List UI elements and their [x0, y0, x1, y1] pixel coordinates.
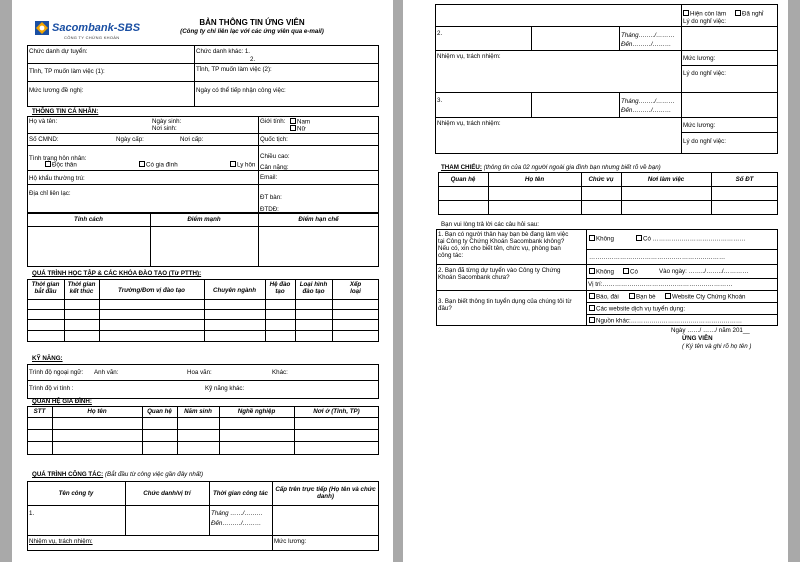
ref-header-position: Chức vụ [588, 176, 614, 183]
family-header-residence: Nơi ở (Tỉnh, TP) [313, 408, 360, 415]
checkbox-icon [290, 118, 296, 124]
personal-info-heading: THÔNG TIN CÁ NHÂN: [32, 108, 99, 115]
work-row-2-month[interactable]: Tháng……../……… [621, 32, 675, 39]
source-job-sites-option[interactable]: Các website dịch vụ tuyển dụng: [589, 305, 685, 313]
start-date-field[interactable]: Ngày có thể tiếp nhận công việc: [196, 87, 286, 94]
checkbox-icon [665, 293, 671, 299]
checkbox-icon [589, 268, 595, 274]
work-row-2-duties[interactable]: Nhiệm vụ, trách nhiệm: [437, 53, 501, 60]
work-row-3-reason[interactable]: Lý do nghỉ việc: [683, 138, 726, 145]
family-header-no: STT [33, 408, 46, 415]
education-heading: QUÁ TRÌNH HỌC TẬP & CÁC KHÓA ĐÀO TẠO (Từ PTTH): [32, 270, 202, 277]
id-number-field[interactable]: Số CMND: [29, 136, 59, 143]
checkbox-icon [290, 125, 296, 131]
edu-header-school: Trường/Đơn vị đào tạo [118, 287, 185, 294]
edu-header-major: Chuyên ngành [213, 287, 256, 294]
work-header-company: Tên công ty [58, 490, 94, 497]
still-working-option[interactable]: Hiện còn làm [683, 10, 726, 18]
nationality-field[interactable]: Quốc tịch: [260, 136, 288, 143]
skills-heading: KỸ NĂNG: [32, 355, 63, 362]
ref-header-phone: Số ĐT [735, 176, 754, 183]
form-title: BẢN THÔNG TIN ỨNG VIÊN [199, 18, 305, 27]
other-language-field[interactable]: Khác: [272, 369, 288, 376]
work-row-3-number: 3. [437, 97, 443, 104]
computer-skill-field[interactable]: Trình độ vi tính : [29, 385, 74, 392]
signature-date[interactable]: Ngày ……/ ……/ năm 201__ [671, 327, 750, 334]
source-website-option[interactable]: Website Cty Chứng Khoán [665, 293, 746, 301]
family-header-relation: Quan hệ [147, 408, 172, 415]
q1-no-option[interactable]: Không [589, 235, 614, 243]
checkbox-icon [629, 293, 635, 299]
work-row-1-number: 1. [29, 510, 35, 517]
language-label: Trình độ ngoại ngữ: [29, 369, 84, 376]
other-position-2: 2. [250, 56, 256, 63]
chinese-field[interactable]: Hoa văn: [187, 369, 212, 376]
references-heading: THAM CHIẾU: (thông tin của 02 người ngoài gia đình bạn nhưng biết rõ về bạn) [441, 164, 661, 171]
edu-header-grade: Xếp loại [349, 281, 362, 295]
pob-field[interactable]: Nơi sinh: [152, 125, 177, 132]
source-other-option[interactable]: Nguồn khác:……………………………………………… [589, 317, 742, 325]
home-phone-field[interactable]: ĐT bàn: [260, 194, 282, 201]
question-1-line-2: tại Công ty Chứng Khoán Sacombank không? [438, 238, 565, 245]
logo-tagline: CÔNG TY CHỨNG KHOÁN [64, 35, 120, 40]
english-field[interactable]: Anh văn: [94, 369, 119, 376]
marital-divorced-option[interactable]: Ly hôn [230, 161, 255, 169]
form-subtitle: (Công ty chỉ liên lạc với các ứng viên qua e-mail) [180, 28, 324, 35]
work-history-heading: QUÁ TRÌNH CÔNG TÁC: (Bắt đầu từ công việc gần đây nhất) [32, 471, 204, 478]
issue-date-field[interactable]: Ngày cấp: [116, 136, 144, 143]
q1-yes-option[interactable]: Có ……………………………………… [636, 235, 745, 243]
checkbox-icon [589, 317, 595, 323]
work-row-2-reason[interactable]: Lý do nghỉ việc: [683, 70, 726, 77]
question-1-line-4: công tác: [438, 252, 464, 259]
question-2-line-1: 2. Bạn đã từng dự tuyển vào Công ty Chứng [438, 267, 561, 274]
q2-yes-option[interactable]: Có [623, 268, 638, 276]
work-row-3-month[interactable]: Tháng……../……… [621, 98, 675, 105]
reason-for-leaving-field[interactable]: Lý do nghỉ việc: [683, 18, 726, 25]
work-row-3-duties[interactable]: Nhiệm vụ, trách nhiệm: [437, 120, 501, 127]
form-page-1 [12, 0, 393, 562]
work-row-3-to[interactable]: Đến………/……… [621, 107, 672, 114]
work-header-position: Chức danh/vị trí [143, 490, 191, 497]
email-field[interactable]: Email: [260, 174, 278, 181]
ref-header-name: Họ tên [524, 176, 545, 183]
question-3-line-1: 3. Bạn biết thông tin tuyển dụng của chúng tôi từ [438, 298, 572, 305]
other-position-field[interactable]: Chức danh khác: 1. [196, 48, 251, 55]
marital-status-label: Tình trạng hôn nhân: [29, 155, 87, 162]
province-1-field[interactable]: Tỉnh, TP muốn làm việc (1): [29, 68, 105, 75]
q1-details-line[interactable]: ………………………………………………………… [589, 254, 726, 261]
edu-header-system: Hệ đào tạo [269, 281, 291, 295]
contact-address-field[interactable]: Địa chỉ liên lạc: [29, 190, 71, 197]
position-field[interactable]: Chức danh dự tuyển: [29, 48, 88, 55]
work-row-2-to[interactable]: Đến………/……… [621, 41, 672, 48]
question-1-line-3: Nếu có, xin cho biết tên, chức vụ, phòng ban [438, 245, 561, 252]
quit-option[interactable]: Đã nghỉ [735, 10, 763, 18]
checkbox-icon [230, 161, 236, 167]
question-3-line-2: đâu? [438, 305, 452, 312]
province-2-field[interactable]: Tỉnh, TP muốn làm việc (2): [196, 66, 272, 73]
work-row-1-month[interactable]: Tháng ……/……… [211, 510, 263, 517]
q2-no-option[interactable]: Không [589, 268, 614, 276]
checkbox-icon [139, 161, 145, 167]
trait-header-weaknesses: Điểm hạn chế [298, 216, 339, 223]
question-2-line-2: Khoán Sacombank chưa? [438, 274, 510, 281]
work-row-1-duties[interactable]: Nhiệm vụ, trách nhiệm: [29, 538, 93, 545]
salary-field[interactable]: Mức lương đề nghị: [29, 87, 84, 94]
family-heading: QUAN HỆ GIA ĐÌNH: [32, 398, 92, 405]
work-row-3-salary[interactable]: Mức lương: [683, 122, 716, 129]
other-skills-field[interactable]: Kỹ năng khác: [205, 385, 245, 392]
family-header-occupation: Nghề nghiệp [237, 408, 276, 415]
checkbox-icon [623, 268, 629, 274]
family-header-name: Họ tên [87, 408, 107, 415]
questions-intro: Bạn vui lòng trả lời các câu hỏi sau: [441, 221, 539, 228]
gender-female-option[interactable]: Nữ [290, 125, 306, 133]
form-page-2 [403, 0, 788, 562]
work-header-period: Thời gian công tác [212, 490, 269, 497]
trait-header-personality: Tính cách [74, 216, 103, 223]
work-row-1-to[interactable]: Đến………/……… [211, 520, 262, 527]
source-media-option[interactable]: Báo, đài [589, 293, 619, 301]
marital-married-option[interactable]: Có gia đình [139, 161, 178, 169]
gender-male-option[interactable]: Nam [290, 118, 310, 126]
edu-header-type: Loại hình đào tạo [299, 281, 328, 295]
q2-position-field[interactable]: Vị trí:……………………………………………………… [588, 281, 733, 288]
checkbox-icon [589, 305, 595, 311]
source-friends-option[interactable]: Bạn bè [629, 293, 656, 301]
work-row-2-salary[interactable]: Mức lương: [683, 55, 716, 62]
signature-note: ( Ký tên và ghi rõ họ tên ) [682, 343, 752, 350]
checkbox-icon [589, 293, 595, 299]
checkbox-icon [636, 235, 642, 241]
marital-single-option[interactable]: Độc thân [45, 161, 77, 169]
q2-date-field[interactable]: Vào ngày: ……../……../………… [659, 268, 749, 275]
height-field[interactable]: Chiều cao: [260, 153, 290, 160]
edu-header-start: Thời gian bắt đầu [31, 281, 60, 295]
checkbox-icon [589, 235, 595, 241]
ref-header-workplace: Nơi làm việc [647, 176, 685, 183]
ref-header-relation: Quan hệ [450, 176, 476, 183]
work-header-supervisor: Cấp trên trực tiếp (Họ tên và chức danh) [275, 486, 376, 500]
gender-label: Giới tính: [260, 118, 286, 125]
work-row-1-salary[interactable]: Mức lương: [274, 538, 307, 545]
residence-field[interactable]: Hộ khẩu thường trú: [29, 175, 85, 182]
checkbox-icon [735, 10, 741, 16]
personal-info-table [27, 116, 379, 213]
question-1-line-1: 1. Bạn có người thân hay bạn bè đang làm việc [438, 231, 569, 238]
signature-title: ỨNG VIÊN [682, 335, 713, 342]
sacombank-logo-icon [34, 20, 50, 36]
logo-name: Sacombank-SBS [52, 22, 141, 34]
work-row-2-number: 2. [437, 30, 443, 37]
checkbox-icon [683, 10, 689, 16]
edu-header-end: Thời gian kết thúc [67, 281, 96, 295]
issue-place-field[interactable]: Nơi cấp: [180, 136, 204, 143]
full-name-field[interactable]: Họ và tên: [29, 118, 58, 125]
checkbox-icon [45, 161, 51, 167]
weight-field[interactable]: Cân nặng: [260, 164, 289, 171]
family-header-birth-year: Năm sinh [184, 408, 212, 415]
mobile-phone-field[interactable]: ĐTDĐ: [260, 206, 279, 213]
dob-field[interactable]: Ngày sinh: [152, 118, 182, 125]
trait-header-strengths: Điểm mạnh [187, 216, 221, 223]
